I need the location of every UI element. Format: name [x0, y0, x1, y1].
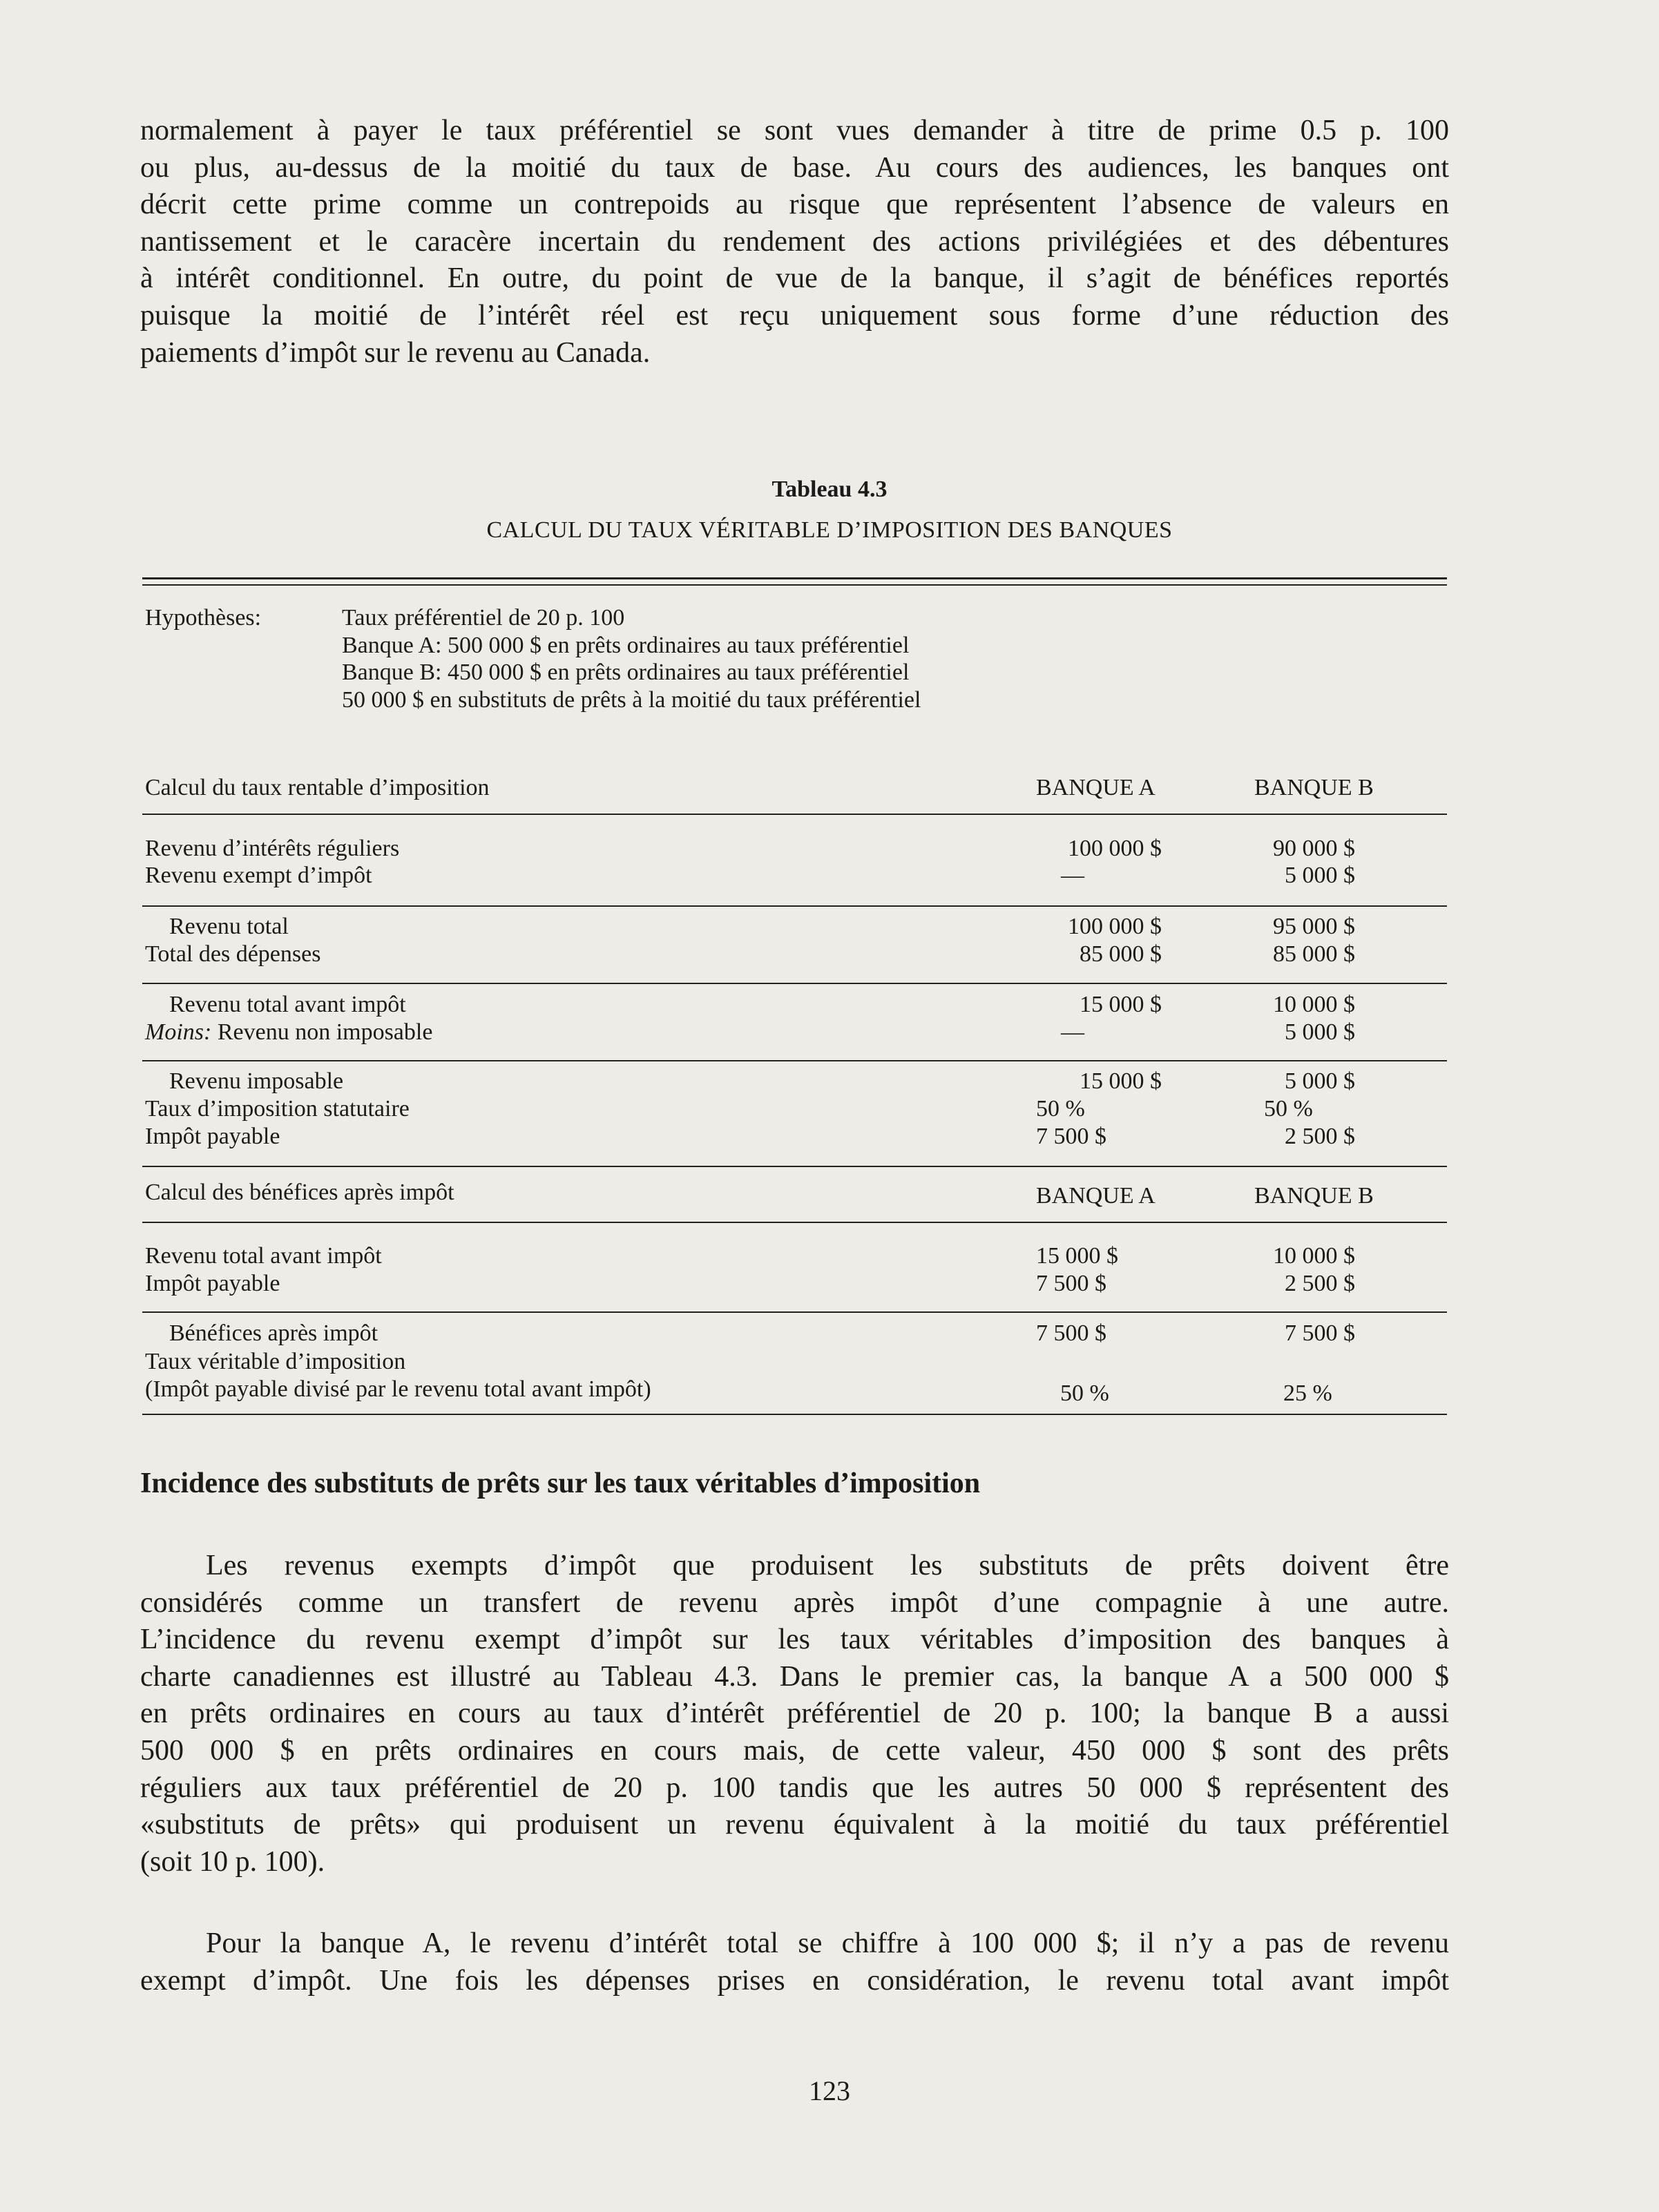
row-label: Taux d’imposition statutaire: [145, 1096, 410, 1122]
text-line: «substituts de prêts» qui produisent un revenu équivalent à la moitié du taux préférentiel: [140, 1809, 1449, 1841]
cell-banque-a: 7 500 $: [1036, 1271, 1106, 1296]
intro-paragraph: [140, 113, 1449, 372]
body-paragraph: [140, 1925, 1449, 1999]
row-label: Revenu exempt d’impôt: [145, 863, 372, 888]
cell-banque-b: 2 500 $: [1285, 1124, 1355, 1149]
text-line: réguliers aux taux préférentiel de 20 p. 100 tandis que les autres 50 000 $ représentent des: [140, 1771, 1449, 1804]
row-label: [145, 1019, 432, 1046]
table-rule: [142, 1222, 1447, 1223]
hypothesis-line: 50 000 $ en substituts de prêts à la moitié du taux préférentiel: [342, 687, 921, 713]
table-top-rule: [142, 577, 1447, 579]
text-line: 500 000 $ en prêts ordinaires en cours mais, de cette valeur, 450 000 $ sont des prêts: [140, 1734, 1449, 1767]
text-line: à intérêt conditionnel. En outre, du point de vue de la banque, il s’agit de bénéfices reportés: [140, 262, 1449, 295]
text-line: charte canadiennes est illustré au Tableau 4.3. Dans le premier cas, la banque A a 500 000 $: [140, 1660, 1449, 1693]
row-label: Total des dépenses: [145, 941, 321, 967]
row-label-prefix: Moins:: [145, 1019, 212, 1045]
cell-banque-a: 100 000 $: [1068, 914, 1162, 939]
column-header-banque-a: BANQUE A: [1036, 1183, 1155, 1209]
cell-banque-b: 25 %: [1283, 1381, 1332, 1406]
text-line: Les revenus exempts d’impôt que produisent les substituts de prêts doivent être: [206, 1550, 1449, 1581]
text-line: paiements d’impôt sur le revenu au Canada.: [140, 336, 651, 369]
text-line: L’incidence du revenu exempt d’impôt sur les taux véritables d’imposition des banques à: [140, 1624, 1449, 1656]
row-label: Revenu total avant impôt: [169, 992, 406, 1017]
cell-banque-a: 7 500 $: [1036, 1124, 1106, 1149]
row-label: Revenu d’intérêts réguliers: [145, 836, 400, 861]
text-line: normalement à payer le taux préférentiel se sont vues demander à titre de prime 0.5 p. 100: [140, 115, 1449, 146]
table-title: CALCUL DU TAUX VÉRITABLE D’IMPOSITION DES BANQUES: [486, 517, 1173, 543]
cell-banque-a: 15 000 $: [1080, 992, 1162, 1017]
cell-banque-a: 100 000 $: [1068, 836, 1162, 861]
table-rule: [142, 814, 1447, 815]
row-label: Impôt payable: [145, 1271, 280, 1296]
hypothesis-line: Taux préférentiel de 20 p. 100: [342, 605, 625, 631]
cell-banque-b: 95 000 $: [1273, 914, 1355, 939]
text-line: nantissement et le caracère incertain du rendement des actions privilégiées et des débentures: [140, 225, 1449, 258]
cell-banque-b: 10 000 $: [1273, 1243, 1355, 1269]
section1-label: Calcul du taux rentable d’imposition: [145, 775, 490, 800]
column-header-banque-b: BANQUE B: [1254, 775, 1374, 800]
section2-label: Calcul des bénéfices après impôt: [145, 1180, 454, 1205]
text-line: ou plus, au-dessus de la moitié du taux de base. Au cours des audiences, les banques ont: [140, 151, 1449, 184]
section-heading: Incidence des substituts de prêts sur les taux véritables d’imposition: [140, 1468, 981, 1499]
body-paragraph: [140, 1548, 1449, 1881]
cell-banque-a: 85 000 $: [1080, 941, 1162, 967]
text-line: décrit cette prime comme un contrepoids au risque que représentent l’absence de valeurs en: [140, 189, 1449, 221]
cell-banque-a: —: [1061, 1019, 1084, 1045]
cell-banque-a: —: [1061, 863, 1084, 888]
text-line: exempt d’impôt. Une fois les dépenses prises en considération, le revenu total avant impôt: [140, 1964, 1449, 1997]
column-header-banque-b: BANQUE B: [1254, 1183, 1374, 1209]
cell-banque-a: 50 %: [1036, 1096, 1085, 1122]
cell-banque-b: 5 000 $: [1285, 1019, 1355, 1045]
text-line: en prêts ordinaires en cours au taux d’intérêt préférentiel de 20 p. 100; la banque B a aussi: [140, 1698, 1449, 1730]
row-label: Revenu imposable: [169, 1068, 344, 1094]
cell-banque-b: 85 000 $: [1273, 941, 1355, 967]
cell-banque-b: 10 000 $: [1273, 992, 1355, 1017]
cell-banque-b: 50 %: [1264, 1096, 1313, 1122]
table-rule: [142, 983, 1447, 984]
hypothesis-line: Banque A: 500 000 $ en prêts ordinaires au taux préférentiel: [342, 633, 910, 658]
table-bottom-rule: [142, 1414, 1447, 1415]
text-line: (soit 10 p. 100).: [140, 1845, 325, 1878]
hypothesis-line: Banque B: 450 000 $ en prêts ordinaires au taux préférentiel: [342, 660, 910, 685]
table-top-rule: [142, 584, 1447, 586]
hypotheses-label: Hypothèses:: [145, 605, 262, 631]
row-label: Revenu total: [169, 914, 289, 939]
cell-banque-b: 2 500 $: [1285, 1271, 1355, 1296]
cell-banque-a: 50 %: [1060, 1381, 1109, 1406]
page-number: 123: [809, 2075, 850, 2106]
text-line: puisque la moitié de l’intérêt réel est reçu uniquement sous forme d’une réduction des: [140, 299, 1449, 331]
row-label: Taux véritable d’imposition: [145, 1349, 406, 1374]
row-label: Impôt payable: [145, 1124, 280, 1149]
table-rule: [142, 1311, 1447, 1313]
row-label: (Impôt payable divisé par le revenu total avant impôt): [145, 1376, 651, 1402]
text-line: Pour la banque A, le revenu d’intérêt total se chiffre à 100 000 $; il n’y a pas de revenu: [206, 1927, 1449, 1959]
cell-banque-b: 7 500 $: [1285, 1320, 1355, 1346]
cell-banque-b: 90 000 $: [1273, 836, 1355, 861]
cell-banque-a: 15 000 $: [1036, 1243, 1118, 1269]
cell-banque-b: 5 000 $: [1285, 863, 1355, 888]
table-rule: [142, 1166, 1447, 1167]
cell-banque-b: 5 000 $: [1285, 1068, 1355, 1094]
table-rule: [142, 905, 1447, 907]
cell-banque-a: 15 000 $: [1080, 1068, 1162, 1094]
row-label-text: Revenu non imposable: [211, 1019, 433, 1045]
column-header-banque-a: BANQUE A: [1036, 775, 1155, 800]
table-rule: [142, 1060, 1447, 1061]
row-label: Bénéfices après impôt: [169, 1320, 378, 1346]
row-label: Revenu total avant impôt: [145, 1243, 382, 1269]
table-number: Tableau 4.3: [771, 477, 888, 502]
text-line: considérés comme un transfert de revenu après impôt d’une compagnie à une autre.: [140, 1586, 1449, 1619]
cell-banque-a: 7 500 $: [1036, 1320, 1106, 1346]
